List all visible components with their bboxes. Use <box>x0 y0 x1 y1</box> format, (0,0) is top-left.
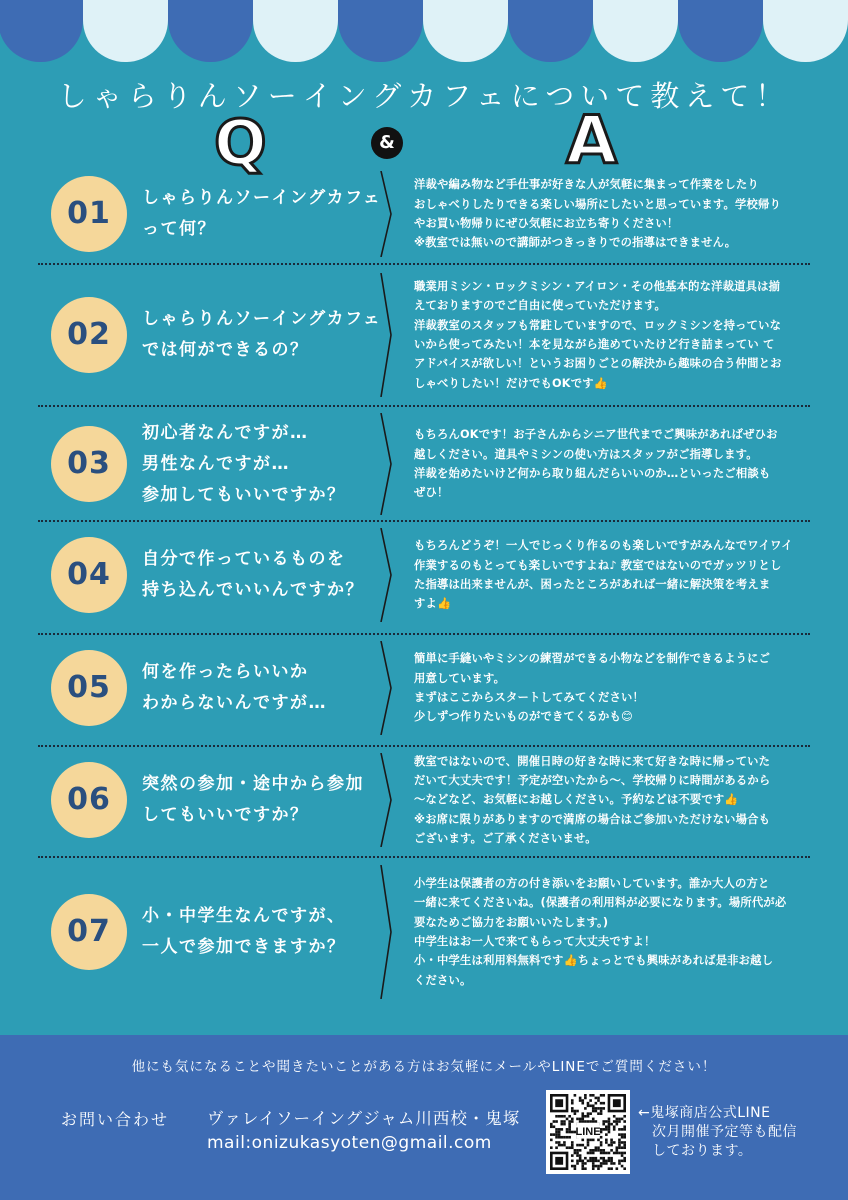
faq-answer <box>414 649 814 727</box>
awning-scallop <box>423 0 508 62</box>
chevron-right-icon <box>380 528 392 622</box>
awning-scallop <box>508 0 593 62</box>
faq-item <box>38 270 810 400</box>
chevron-right-icon <box>380 171 392 257</box>
faq-number-badge: 06 <box>51 762 127 838</box>
faq-question-line: わからないんですが… <box>142 693 327 713</box>
faq-question-line: 何を作ったらいいか <box>142 662 309 682</box>
footer <box>0 1035 848 1200</box>
footer-note: 他にも気になることや聞きたいことがある方はお気軽にメールやLINEでご質問ください！ <box>131 1059 717 1075</box>
faq-answer-line: だいて大丈夫です！予定が空いたから〜、学校帰りに時間があるから <box>414 773 771 787</box>
faq-answer-line: た指導は出来ませんが、困ったところがあれば一緒に解決策を考えま <box>414 578 771 591</box>
faq-answer <box>414 752 814 849</box>
faq-question <box>142 901 387 963</box>
faq-question-line: しゃらりんソーイングカフェ <box>142 309 382 329</box>
a-heading: A <box>566 102 618 179</box>
faq-answer-line: 洋裁を始めたいけど何から取り組んだらいいのか…といったご相談も <box>414 467 771 480</box>
faq-answer-line: やお買い物帰りにぜひ気軽にお立ち寄りください！ <box>414 217 679 230</box>
faq-answer <box>414 425 814 503</box>
faq-question-line: って何？ <box>142 219 216 239</box>
faq-answer-line: 洋裁や編み物など手仕事が好きな人が気軽に集まって作業をしたり <box>414 178 759 192</box>
faq-question-line: 突然の参加・途中から参加 <box>142 774 364 794</box>
faq-answer-line: ※お席に限りがありますので満席の場合はご参加いただけない場合も <box>414 812 771 826</box>
faq-question-line: 参加してもいいですか？ <box>142 484 346 505</box>
dotted-divider <box>38 633 810 635</box>
faq-number-badge: 05 <box>51 650 127 726</box>
awning-scallop <box>0 0 83 62</box>
faq-answer-line: もちろんOKです！お子さんからシニア世代までご興味があればぜひお <box>414 428 778 442</box>
faq-answer-line: おしゃべりしたりできる楽しい場所にしたいと思っています。学校帰り <box>414 197 781 211</box>
faq-question <box>142 769 387 831</box>
faq-answer <box>414 874 814 990</box>
contact-email[interactable]: mail:onizukasyoten@gmail.com <box>207 1133 492 1153</box>
contact-organization: ヴァレイソーイングジャム川西校・鬼塚 <box>207 1109 521 1128</box>
faq-answer-line: まずはここからスタートしてみてください！ <box>414 691 644 704</box>
faq-question <box>142 418 387 511</box>
faq-item <box>38 168 810 260</box>
faq-answer-line: 作業するのもとっても楽しいですよね♪ 教室ではないのでガッツリとし <box>414 558 782 572</box>
faq-answer-line: 洋裁教室のスタッフも常駐していますので、ロックミシンを持っていな <box>414 318 782 332</box>
awning-scallop <box>593 0 678 62</box>
awning-scallop <box>763 0 848 62</box>
faq-answer-line: 少しずつ作りたいものができてくるかも😊 <box>414 710 633 724</box>
faq-answer-line: 要なためご協力をお願いいたします。) <box>414 915 609 929</box>
ampersand-badge: & <box>371 127 403 159</box>
dotted-divider <box>38 856 810 858</box>
faq-answer <box>414 277 814 393</box>
awning-scallop <box>678 0 763 62</box>
faq-question-line: 小・中学生なんですが、 <box>142 906 346 926</box>
faq-answer-line: ございます。ご了承くださいませ。 <box>414 832 597 846</box>
faq-answer-line: すよ👍 <box>414 597 452 611</box>
faq-answer-line: 越しください。道具やミシンの使い方はスタッフがご指導します。 <box>414 447 758 461</box>
faq-number-badge: 03 <box>51 426 127 502</box>
faq-answer-line: もちろんどうぞ！一人でじっくり作るのも楽しいですがみんなでワイワイ <box>414 539 793 553</box>
dotted-divider <box>38 745 810 747</box>
contact-label: お問い合わせ <box>61 1110 170 1129</box>
faq-answer-line: ぜひ！ <box>414 486 449 500</box>
faq-question-line: 持ち込んでいいんですか？ <box>142 580 364 600</box>
faq-answer-line: ※教室では無いので講師がつきっきりでの指導はできません。 <box>414 236 737 250</box>
svg-text:LINE: LINE <box>575 1125 601 1138</box>
dotted-divider <box>38 405 810 407</box>
faq-question-line: 一人で参加できますか？ <box>142 937 346 957</box>
awning-scallop <box>338 0 423 62</box>
faq-answer-line: 一緒に来てくださいね。(保護者の利用料が必要になります。場所代が必 <box>414 896 787 910</box>
faq-question-line: 自分で作っているものを <box>142 549 346 569</box>
faq-number-badge: 01 <box>51 176 127 252</box>
chevron-right-icon <box>380 753 392 847</box>
faq-question <box>142 544 387 606</box>
faq-answer-line: 簡単に手縫いやミシンの練習ができる小物などを制作できるようにご <box>414 652 771 666</box>
faq-answer-line: 用意しています。 <box>414 671 506 685</box>
faq-answer <box>414 175 814 253</box>
qr-code-icon[interactable] <box>546 1090 630 1174</box>
faq-question-line: 初心者なんですが… <box>142 422 309 443</box>
faq-number-badge: 07 <box>51 894 127 970</box>
faq-item <box>38 638 810 738</box>
faq-answer-line: 職業用ミシン・ロックミシン・アイロン・その他基本的な洋裁道具は揃 <box>414 279 781 293</box>
faq-number-badge: 04 <box>51 537 127 613</box>
faq-answer-line: ください。 <box>414 973 472 987</box>
faq-answer-line: 〜などなど、お気軽にお越しください。予約などは不要です👍 <box>414 793 739 807</box>
faq-answer-line: 小・中学生は利用料無料です👍ちょっとでも興味があれば是非お越し <box>414 954 774 968</box>
faq-answer-line: えておりますのでご自由に使っていただけます。 <box>414 299 667 313</box>
dotted-divider <box>38 263 810 265</box>
awning-scallop <box>168 0 253 62</box>
faq-item <box>38 525 810 625</box>
line-note-line: ←鬼塚商店公式LINE <box>638 1105 771 1121</box>
dotted-divider <box>38 520 810 522</box>
faq-answer <box>414 536 814 614</box>
awning-decoration <box>0 0 848 62</box>
chevron-right-icon <box>380 273 392 397</box>
awning-scallop <box>253 0 338 62</box>
faq-question-line: 男性なんですが… <box>142 453 290 474</box>
chevron-right-icon <box>380 641 392 735</box>
faq-item <box>38 862 810 1002</box>
chevron-right-icon <box>380 865 392 999</box>
faq-answer-line: 小学生は保護者の方の付き添いをお願いしています。誰か大人の方と <box>414 876 770 890</box>
faq-question-line: では何ができるの？ <box>142 340 309 360</box>
faq-answer-line: しゃべりしたい！だけでもOKです👍 <box>414 376 608 390</box>
awning-scallop <box>83 0 168 62</box>
line-note <box>638 1104 838 1161</box>
line-note-line: 次月開催予定等も配信 <box>652 1124 797 1140</box>
faq-question-line: してもいいですか？ <box>142 805 309 825</box>
faq-question <box>142 183 387 245</box>
q-heading: Q <box>214 106 267 179</box>
faq-question <box>142 657 387 719</box>
page-title: しゃらりんソーイングカフェについて教えて！ <box>57 79 791 113</box>
faq-item <box>38 750 810 850</box>
faq-question <box>142 304 387 366</box>
chevron-right-icon <box>380 413 392 515</box>
line-note-line: しております。 <box>652 1143 753 1159</box>
faq-answer-line: 教室ではないので、開催日時の好きな時に来て好きな時に帰っていた <box>414 754 771 768</box>
faq-answer-line: いから使ってみたい！本を見ながら進めていたけど行き詰まってい て <box>414 338 775 352</box>
faq-answer-line: アドバイスが欲しい！というお困りごとの解決から趣味の合う仲間とお <box>414 357 782 371</box>
faq-question-line: しゃらりんソーイングカフェ <box>142 188 382 208</box>
faq-number-badge: 02 <box>51 297 127 373</box>
faq-item <box>38 410 810 518</box>
faq-answer-line: 中学生はお一人で来てもらって大丈夫ですよ！ <box>414 935 656 949</box>
